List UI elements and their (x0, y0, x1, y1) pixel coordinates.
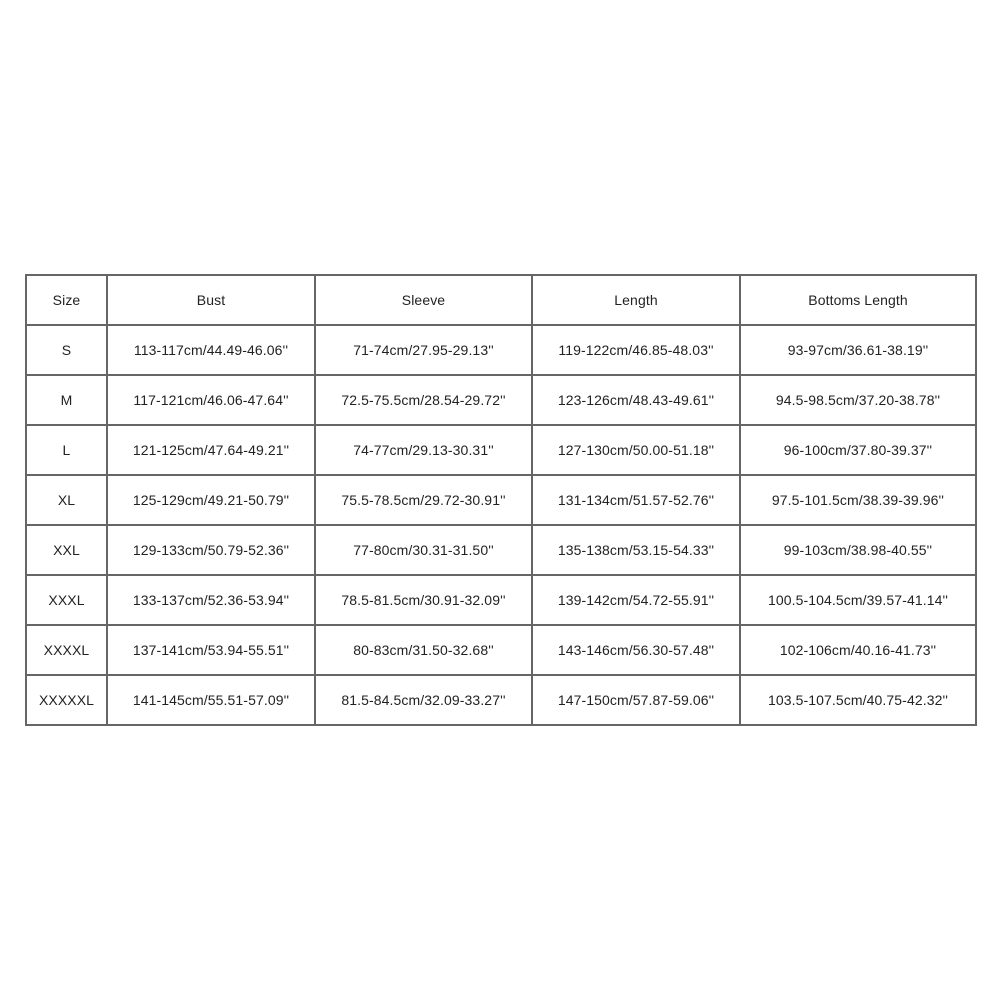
cell-bust: 117-121cm/46.06-47.64'' (107, 375, 315, 425)
table-row (26, 475, 976, 525)
cell-size: XXXL (26, 575, 107, 625)
cell-bottoms-length: 99-103cm/38.98-40.55'' (740, 525, 976, 575)
cell-bust: 121-125cm/47.64-49.21'' (107, 425, 315, 475)
cell-size: S (26, 325, 107, 375)
table-row (26, 625, 976, 675)
cell-size: L (26, 425, 107, 475)
cell-bottoms-length: 96-100cm/37.80-39.37'' (740, 425, 976, 475)
cell-length: 135-138cm/53.15-54.33'' (532, 525, 740, 575)
cell-bust: 133-137cm/52.36-53.94'' (107, 575, 315, 625)
cell-bottoms-length: 93-97cm/36.61-38.19'' (740, 325, 976, 375)
size-chart-table (25, 274, 977, 726)
cell-length: 131-134cm/51.57-52.76'' (532, 475, 740, 525)
cell-bottoms-length: 94.5-98.5cm/37.20-38.78'' (740, 375, 976, 425)
cell-bottoms-length: 100.5-104.5cm/39.57-41.14'' (740, 575, 976, 625)
table-row (26, 525, 976, 575)
size-chart-body (26, 325, 976, 725)
cell-sleeve: 75.5-78.5cm/29.72-30.91'' (315, 475, 532, 525)
cell-bust: 137-141cm/53.94-55.51'' (107, 625, 315, 675)
header-row (26, 275, 976, 325)
table-row (26, 425, 976, 475)
cell-length: 123-126cm/48.43-49.61'' (532, 375, 740, 425)
cell-length: 119-122cm/46.85-48.03'' (532, 325, 740, 375)
cell-sleeve: 78.5-81.5cm/30.91-32.09'' (315, 575, 532, 625)
header-bust: Bust (107, 275, 315, 325)
cell-sleeve: 77-80cm/30.31-31.50'' (315, 525, 532, 575)
cell-sleeve: 80-83cm/31.50-32.68'' (315, 625, 532, 675)
header-sleeve: Sleeve (315, 275, 532, 325)
cell-sleeve: 74-77cm/29.13-30.31'' (315, 425, 532, 475)
cell-size: XXL (26, 525, 107, 575)
table-row (26, 575, 976, 625)
cell-bust: 141-145cm/55.51-57.09'' (107, 675, 315, 725)
header-bottoms-length: Bottoms Length (740, 275, 976, 325)
cell-bust: 125-129cm/49.21-50.79'' (107, 475, 315, 525)
header-size: Size (26, 275, 107, 325)
size-chart-header (26, 275, 976, 325)
cell-sleeve: 72.5-75.5cm/28.54-29.72'' (315, 375, 532, 425)
cell-bottoms-length: 97.5-101.5cm/38.39-39.96'' (740, 475, 976, 525)
cell-size: XL (26, 475, 107, 525)
cell-bottoms-length: 102-106cm/40.16-41.73'' (740, 625, 976, 675)
table-row (26, 675, 976, 725)
cell-bust: 113-117cm/44.49-46.06'' (107, 325, 315, 375)
cell-size: XXXXL (26, 625, 107, 675)
table-row (26, 325, 976, 375)
cell-sleeve: 81.5-84.5cm/32.09-33.27'' (315, 675, 532, 725)
cell-sleeve: 71-74cm/27.95-29.13'' (315, 325, 532, 375)
cell-length: 139-142cm/54.72-55.91'' (532, 575, 740, 625)
cell-length: 143-146cm/56.30-57.48'' (532, 625, 740, 675)
header-length: Length (532, 275, 740, 325)
cell-size: M (26, 375, 107, 425)
table-row (26, 375, 976, 425)
cell-length: 147-150cm/57.87-59.06'' (532, 675, 740, 725)
cell-bottoms-length: 103.5-107.5cm/40.75-42.32'' (740, 675, 976, 725)
cell-size: XXXXXL (26, 675, 107, 725)
cell-bust: 129-133cm/50.79-52.36'' (107, 525, 315, 575)
cell-length: 127-130cm/50.00-51.18'' (532, 425, 740, 475)
